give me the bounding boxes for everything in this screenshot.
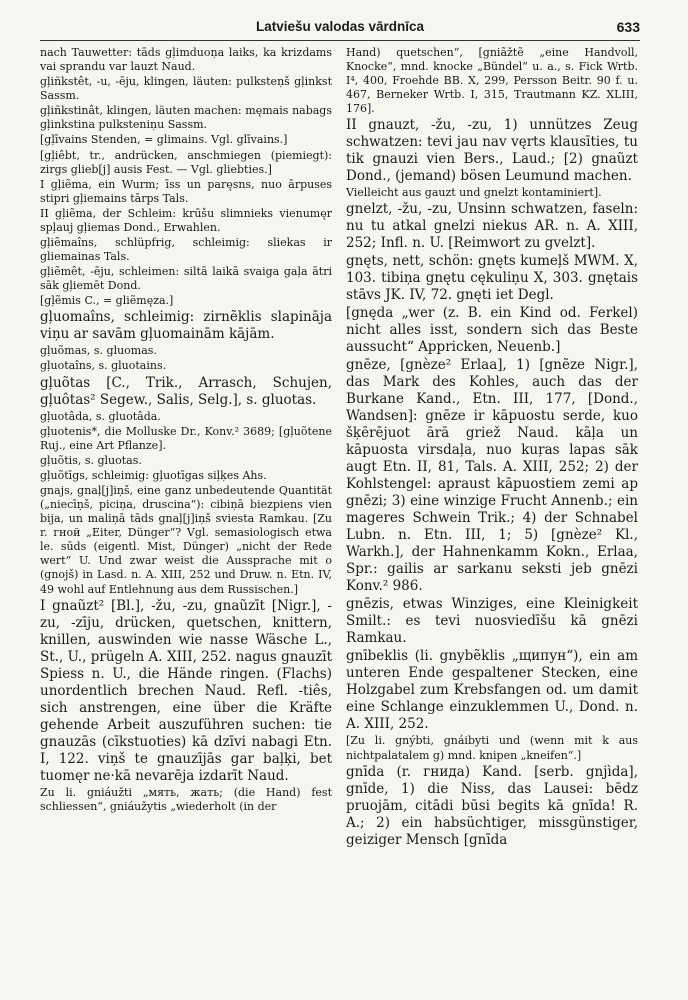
dictionary-entry: nach Tauwetter: tāds gļimduoņa laiks, ka krizdams vai sprandu var lauzt Naud. [40, 46, 332, 74]
dictionary-entry: gļuõtis, s. gluotas. [40, 453, 142, 467]
dictionary-entry: I gļiẽma, ein Wurm; īss un paręsns, nuo ārpuses stipri gļiemains tārps Tals. [40, 177, 332, 205]
header-title: Latviešu valodas vārdnīca [255, 19, 425, 34]
dictionary-entry: gļiñkstinât, klingen, läuten machen: męmais nabags gļinkstina pulksteniņu Sassm. [40, 104, 332, 132]
dictionary-entry: gļuomaîns, schleimig: zirnẽklis slapināja viņu ar savām gļuomainām kājām. [40, 309, 332, 343]
dictionary-entry: gļuõtīgs, schleimig: gļuotīgas siļķes Ahs. [40, 468, 267, 482]
dictionary-entry: gļuotenis*, die Molluske Dr., Konv.² 3689; [gļuõtene Ruj., eine Art Pflanze]. [40, 424, 332, 452]
dictionary-entry: Zu li. gniáužti „мять, жать; (die Hand) fest schliessen“, gniáužytis „wiederholt (in der [40, 785, 332, 813]
dictionary-entry: gļuotaîns, s. gluotains. [40, 359, 167, 373]
dictionary-entry: gļuotâda, s. gluotâda. [40, 409, 161, 423]
dictionary-entry: [gļīvains Stenden, = glimains. Vgl. glīvains.] [40, 133, 288, 147]
page-number: 633 [616, 19, 640, 35]
dictionary-entry: gļiẽmêt, -ēju, schleimen: siltā laikā svaiga gaļa ātri sāk gļiemēt Dond. [40, 265, 332, 293]
dictionary-entry: II gnauzt, -žu, -zu, 1) unnützes Zeug schwatzen: tevi jau nav vęrts klausīties, tu tik gnauzi vien Bers., Laud.; [2) gnaũzt Dond., (jemand) bösen Leumund machen. [346, 117, 638, 185]
dictionary-entry: gnīda (r. гнида) Kand. [serb. gnjìda], gnīde, 1) die Niss, das Lausei: bēdz pruojām, citādi būsi begits kā gnīda! R. A.; 2) ein habsüchtiger, missgünstiger, geiziger Mensch [gnīda [346, 763, 638, 848]
dictionary-entry: gnajs, gnaļ[j]iņš, eine ganz unbedeutende Quantität („niecīņš, piciņa, druscina“): cibiņā biezpiens vien bija, un maliņā tāds gnaļ[j]iņš sviesta Ramkau. [Zu r. гной „Eiter, Dünger“? Vgl. semasiologisch etwa le. sūds (eigentl. Mist, Dünger) „nicht der Rede wert“ U. Und zwar weist die Aussprache mit o (gnojš) in Lasd. n. A. XIII, 252 und Druw. n. Etn. IV, 49 wohl auf Entlehnung aus dem Russischen.] [40, 483, 332, 596]
dictionary-entry: gļiñkstêt, -u, -ēju, klingen, läuten: pulksteņš gļinkst Sassm. [40, 75, 332, 103]
dictionary-entry: gļiẽmaîns, schlüpfrig, schleimig: sliekas ir gliemainas Tals. [40, 236, 332, 264]
dictionary-entry: II gļiẽma, der Schleim: krūšu slimnieks vienumęr spļauj gļiemas Dond., Erwahlen. [40, 206, 332, 234]
dictionary-entry: [Zu li. gnýbti, gnáibyti und (wenn mit k aus nichtpalatalem g) mnd. knipen „kneifen“.] [346, 734, 638, 762]
dictionary-entry: gnęts, nett, schön: gnęts kumeļš MWM. X, 103. tibiņa gnętu cękuliņu X, 303. gnętais stāvs JK. IV, 72. gnęti iet Degl. [346, 253, 638, 304]
dictionary-entry: Hand) quetschen“, [gniãžtẽ „eine Handvoll, Knocke“, mnd. knocke „Bündel“ u. a., s. Fick Wrtb. I⁴, 400, Froehde BB. X, 299, Persson Beitr. 90 f. u. 467, Berneker Wrtb. I, 315, Trautmann KZ. XLIII, 176]. [346, 46, 638, 116]
dictionary-entry: Vielleicht aus gauzt und gnelzt kontaminiert]. [346, 186, 602, 200]
page-header [40, 18, 640, 41]
dictionary-entry: I gnaũzt² [Bl.], -žu, -zu, gnaũzīt [Nigr.], -zu, -zīju, drücken, quetschen, knittern, knillen, auswinden wie nasse Wäsche L., St., U., prügeln A. XIII, 252. nagus gnauzīt Spiess n. U., die Hände ringen. (Flachs) unordentlich brechen Naud. Refl. -tiês, sich anstrengen, eine über die Kräfte gehende Arbeit auszuführen suchen: tie gnauzās (cīkstuoties) kā dzīvi nabagi Etn. I, 122. viņš te gnauzījās gar baļķi, bet tuomęr ne·kā nevarēja izdarīt Naud. [40, 597, 332, 784]
dictionary-entry: [gļẽmis C., = gliẽmęza.] [40, 294, 174, 308]
right-column [346, 46, 638, 990]
dictionary-entry: gnēze, [gnèze² Erlaa], 1) [gnẽze Nigr.], das Mark des Kohles, auch das der Burkane Kand., Etn. III, 177, [Dond., Wandsen]: gnēze ir kāpuostu serde, kuo šķērējuot ārā griež Naud. kāļa un kāpuosta virsdaļa, nuo kuŗas lapas sāk augt Etn. II, 81, Tals. A. XIII, 252; 2) der Kohlstengel: apraust kāpuostiem zemi ap gnēzi; 3) eine winzige Frucht Annenb.; ein mageres Schwein Trik.; 4) der Schnabel Lubn. n. Etn. III, 1; 5) [gnèze² Kl., Warkh.], der Hahnenkamm Kokn., Erlaa, Spr.: gailis ar sarkanu seksti jeb gnēzi Konv.² 986. [346, 357, 638, 595]
dictionary-entry: gnībeklis (li. gnybẽklis „щипун“), ein am unteren Ende gespaltener Stecken, eine Holzgabel zum Krebsfangen od. um damit eine Schlange einzuklemmen U., Dond. n. A. XIII, 252. [346, 648, 638, 733]
dictionary-entry: [gļiêbt, tr., andrücken, anschmiegen (piemiegt): zirgs glieb[j] ausis Fest. — Vgl. gliebties.] [40, 148, 332, 176]
dictionary-entry: gļuõmas, s. gluomas. [40, 344, 157, 358]
left-column [40, 46, 332, 990]
dictionary-entry: gļuõtas [C., Trik., Arrasch, Schujen, gļuôtas² Segew., Salis, Selg.], s. gluotas. [40, 374, 332, 408]
dictionary-entry: [gnęda „wer (z. B. ein Kind od. Ferkel) nicht alles isst, sondern sich das Beste aussucht“ Appricken, Neuenb.] [346, 305, 638, 356]
dictionary-entry: gnēzis, etwas Winziges, eine Kleinigkeit Smilt.: es tevi nuosviedīšu kā gnēzi Ramkau. [346, 596, 638, 647]
dictionary-entry: gnelzt, -žu, -zu, Unsinn schwatzen, faseln: nu tu atkal gnelzi niekus AR. n. A. XIII, 252; Infl. n. U. [Reimwort zu gvelzt]. [346, 201, 638, 252]
